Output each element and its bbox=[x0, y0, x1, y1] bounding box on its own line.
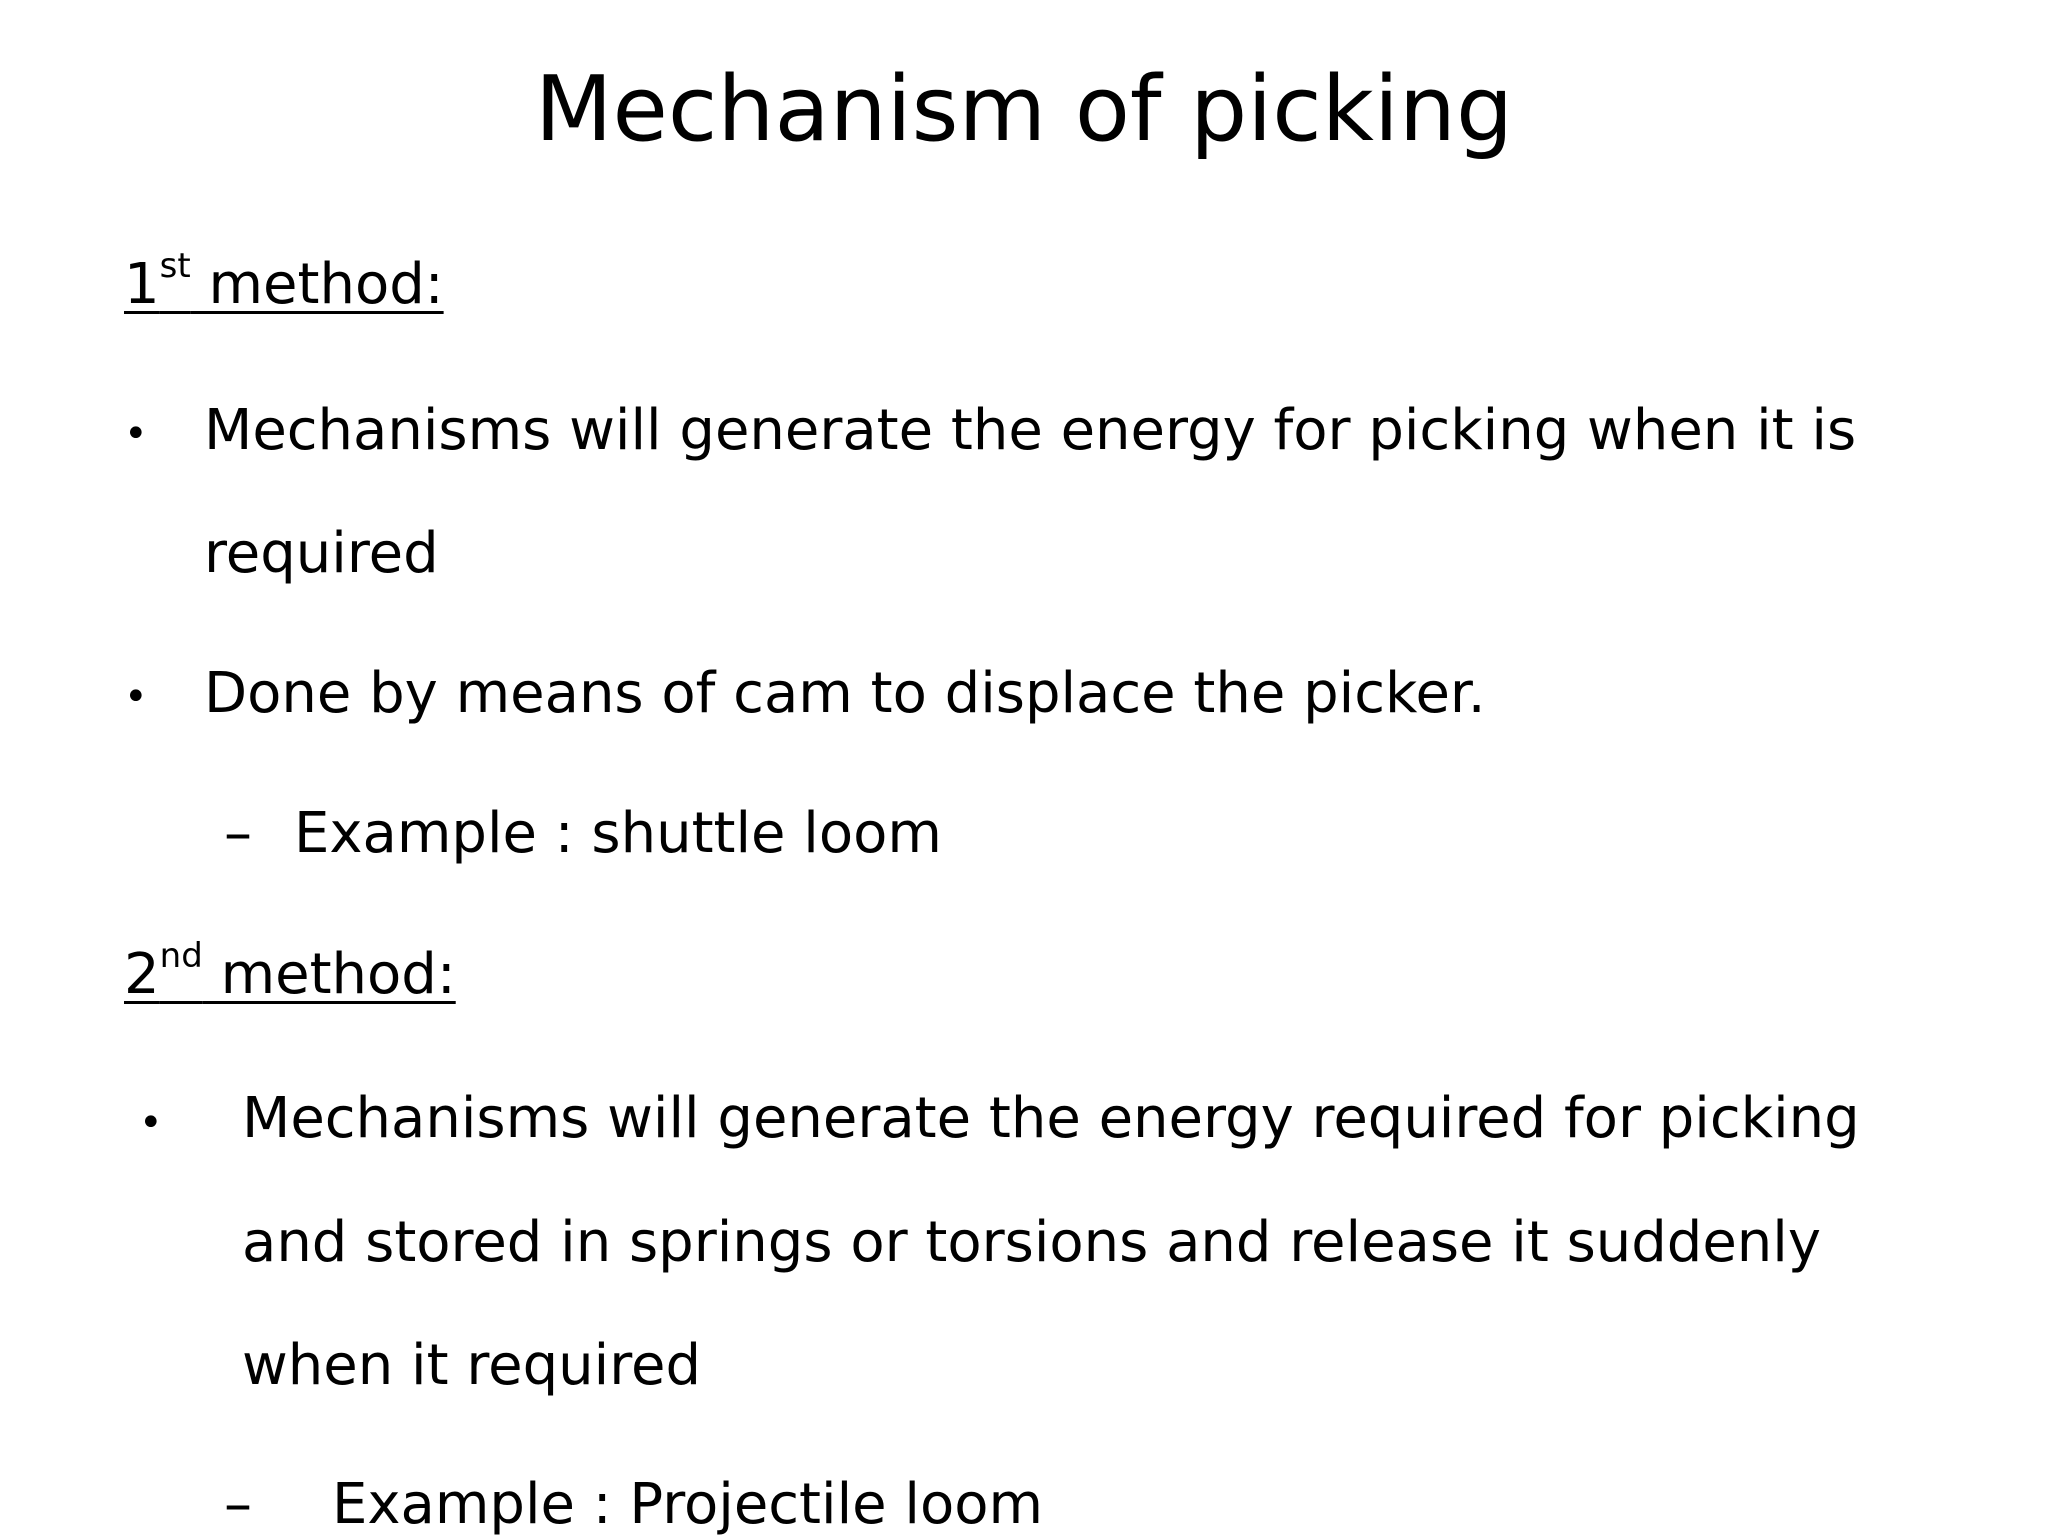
method1-heading-number: 1 bbox=[124, 252, 160, 317]
bullet-icon: • bbox=[139, 1100, 163, 1146]
method2-heading-text: method: bbox=[202, 942, 456, 1007]
method2-sub-dash: – bbox=[224, 1472, 252, 1537]
method2-bullet1-line3: when it required bbox=[242, 1333, 701, 1398]
method1-sub-dash: – bbox=[224, 801, 252, 866]
method2-bullet1-line2: and stored in springs or torsions and release it suddenly bbox=[242, 1210, 1821, 1275]
method2-heading bbox=[124, 936, 456, 1010]
bullet-icon: • bbox=[124, 411, 148, 457]
method1-bullet1-line1: Mechanisms will generate the energy for picking when it is bbox=[204, 398, 1857, 463]
bullet-icon: • bbox=[124, 674, 148, 720]
method2-sub-example: Example : Projectile loom bbox=[332, 1472, 1044, 1537]
method1-heading-superscript: st bbox=[159, 246, 191, 286]
slide-title: Mechanism of picking bbox=[534, 57, 1514, 162]
method1-bullet1-line2: required bbox=[204, 521, 439, 586]
method1-bullet2-line1: Done by means of cam to displace the picker. bbox=[204, 661, 1486, 726]
method2-bullet1-line1: Mechanisms will generate the energy required for picking bbox=[242, 1086, 1860, 1151]
method1-heading-text: method: bbox=[190, 252, 444, 317]
method1-sub-example: Example : shuttle loom bbox=[294, 801, 942, 866]
method2-heading-superscript: nd bbox=[159, 936, 203, 976]
method2-heading-number: 2 bbox=[124, 942, 160, 1007]
method1-heading bbox=[124, 246, 444, 320]
